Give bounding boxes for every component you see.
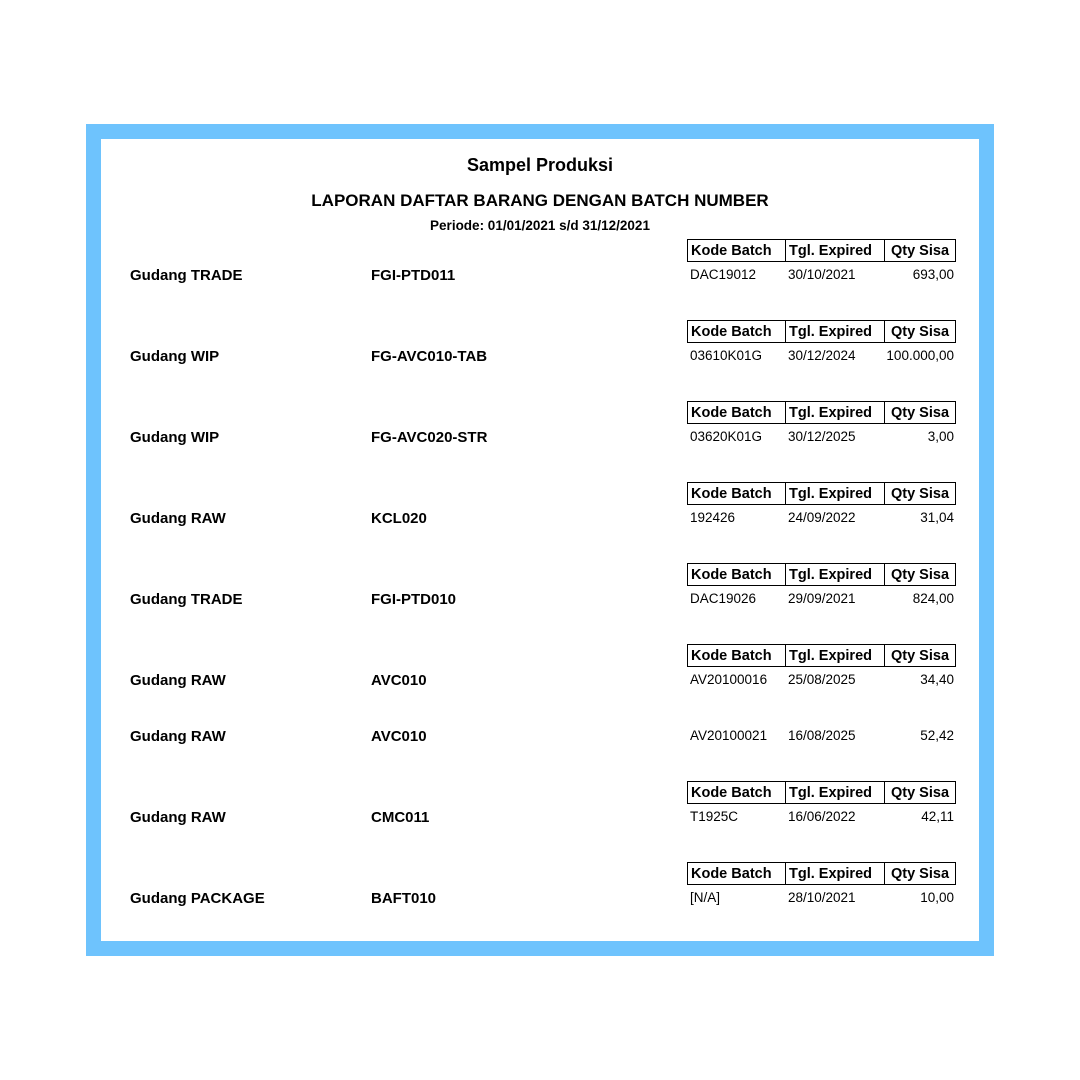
item-code: FG-AVC020-STR <box>371 429 488 446</box>
column-header-tgl-expired: Tgl. Expired <box>786 863 885 884</box>
column-header-tgl-expired: Tgl. Expired <box>786 240 885 261</box>
expiry-date: 30/12/2024 <box>788 348 856 363</box>
warehouse-name: Gudang PACKAGE <box>130 890 265 907</box>
column-header-qty-sisa: Qty Sisa <box>890 647 950 664</box>
batch-code: 192426 <box>690 510 736 525</box>
expiry-date: 28/10/2021 <box>788 890 856 905</box>
item-code: AVC010 <box>371 728 427 745</box>
column-header-qty-sisa: Qty Sisa <box>890 323 950 340</box>
table-row <box>0 401 1080 451</box>
column-header-qty-sisa: Qty Sisa <box>890 404 950 421</box>
column-header-tgl-expired: Tgl. Expired <box>786 402 885 423</box>
item-code: FG-AVC010-TAB <box>371 348 488 365</box>
table-row <box>0 563 1080 613</box>
column-header-kode-batch: Kode Batch <box>688 863 786 884</box>
column-header-qty-sisa: Qty Sisa <box>890 784 950 801</box>
remaining-qty: 42,11 <box>921 809 954 824</box>
remaining-qty: 31,04 <box>920 510 954 525</box>
column-header-tgl-expired: Tgl. Expired <box>786 645 885 666</box>
remaining-qty: 3,00 <box>927 429 954 444</box>
batch-table-header <box>687 482 956 505</box>
report-period: Periode: 01/01/2021 s/d 31/12/2021 <box>430 218 650 233</box>
remaining-qty: 100.000,00 <box>886 348 954 363</box>
batch-code: AV20100021 <box>690 728 768 743</box>
warehouse-name: Gudang WIP <box>130 348 220 365</box>
batch-table-header <box>687 320 956 343</box>
warehouse-name: Gudang TRADE <box>130 267 243 284</box>
batch-table-header <box>687 563 956 586</box>
table-row <box>0 644 1080 694</box>
column-header-tgl-expired: Tgl. Expired <box>786 321 885 342</box>
column-header-kode-batch: Kode Batch <box>688 240 786 261</box>
batch-code: [N/A] <box>690 890 721 905</box>
report-title: LAPORAN DAFTAR BARANG DENGAN BATCH NUMBER <box>311 191 769 210</box>
batch-table-header <box>687 862 956 885</box>
item-code: KCL020 <box>371 510 427 527</box>
batch-code: DAC19012 <box>690 267 757 282</box>
item-code: CMC011 <box>371 809 430 826</box>
expiry-date: 16/06/2022 <box>788 809 856 824</box>
expiry-date: 30/12/2025 <box>788 429 856 444</box>
column-header-kode-batch: Kode Batch <box>688 321 786 342</box>
column-header-kode-batch: Kode Batch <box>688 782 786 803</box>
item-code: FGI-PTD011 <box>371 267 456 284</box>
column-header-qty-sisa: Qty Sisa <box>890 242 950 259</box>
remaining-qty: 10,00 <box>920 890 954 905</box>
table-row <box>0 239 1080 289</box>
table-row <box>0 862 1080 912</box>
remaining-qty: 824,00 <box>912 591 954 606</box>
batch-code: AV20100016 <box>690 672 768 687</box>
batch-table-header <box>687 239 956 262</box>
warehouse-name: Gudang TRADE <box>130 591 243 608</box>
column-header-kode-batch: Kode Batch <box>688 564 786 585</box>
column-header-tgl-expired: Tgl. Expired <box>786 564 885 585</box>
warehouse-name: Gudang RAW <box>130 510 226 527</box>
remaining-qty: 52,42 <box>920 728 954 743</box>
batch-code: 03620K01G <box>690 429 763 444</box>
expiry-date: 24/09/2022 <box>788 510 856 525</box>
expiry-date: 25/08/2025 <box>788 672 856 687</box>
batch-table-header <box>687 781 956 804</box>
expiry-date: 16/08/2025 <box>788 728 856 743</box>
table-row <box>0 700 1080 750</box>
warehouse-name: Gudang RAW <box>130 728 226 745</box>
table-row <box>0 781 1080 831</box>
item-code: FGI-PTD010 <box>371 591 457 608</box>
batch-table-header <box>687 401 956 424</box>
column-header-kode-batch: Kode Batch <box>688 645 786 666</box>
item-code: AVC010 <box>371 672 427 689</box>
column-header-qty-sisa: Qty Sisa <box>890 485 950 502</box>
batch-table-header <box>687 644 956 667</box>
column-header-kode-batch: Kode Batch <box>688 483 786 504</box>
column-header-tgl-expired: Tgl. Expired <box>786 483 885 504</box>
column-header-tgl-expired: Tgl. Expired <box>786 782 885 803</box>
expiry-date: 30/10/2021 <box>788 267 856 282</box>
item-code: BAFT010 <box>371 890 437 907</box>
column-header-qty-sisa: Qty Sisa <box>890 566 950 583</box>
column-header-qty-sisa: Qty Sisa <box>890 865 950 882</box>
table-row <box>0 482 1080 532</box>
column-header-kode-batch: Kode Batch <box>688 402 786 423</box>
company-name: Sampel Produksi <box>466 155 614 175</box>
remaining-qty: 34,40 <box>920 672 954 687</box>
warehouse-name: Gudang WIP <box>130 429 220 446</box>
expiry-date: 29/09/2021 <box>788 591 856 606</box>
remaining-qty: 693,00 <box>912 267 954 282</box>
table-row <box>0 320 1080 370</box>
batch-code: DAC19026 <box>690 591 757 606</box>
batch-code: 03610K01G <box>690 348 763 363</box>
batch-code: T1925C <box>690 809 739 824</box>
warehouse-name: Gudang RAW <box>130 809 226 826</box>
warehouse-name: Gudang RAW <box>130 672 226 689</box>
